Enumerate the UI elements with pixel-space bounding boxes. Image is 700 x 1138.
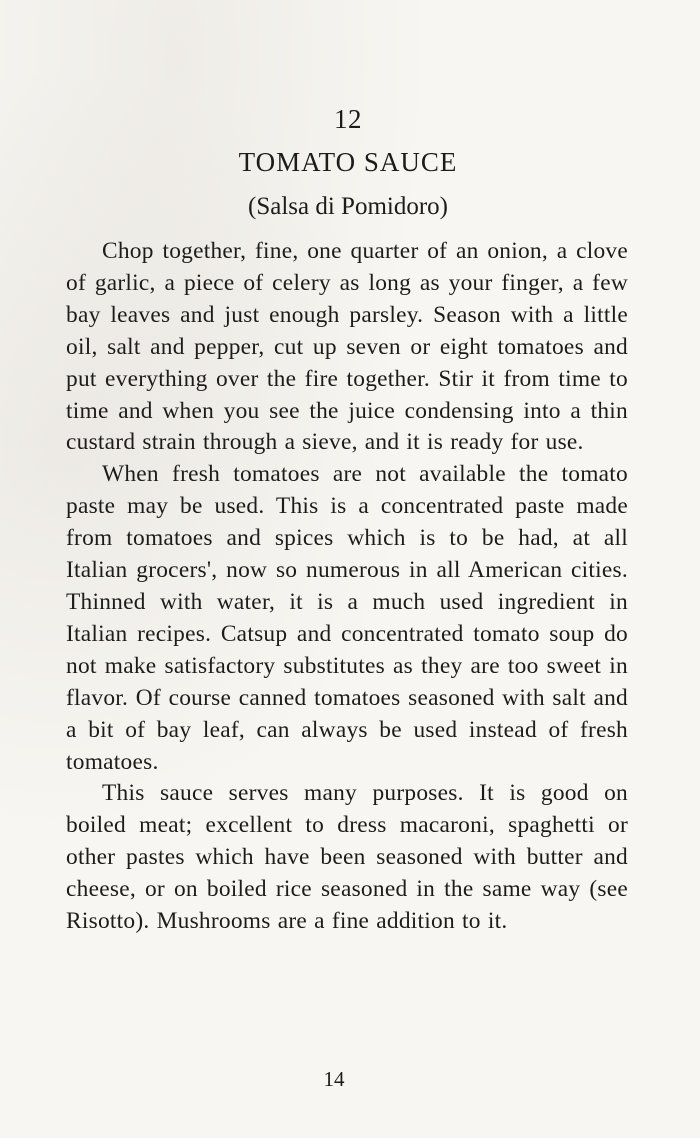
paragraph-instructions: Chop together, fine, one quarter of an onion, a clove of garlic, a piece of celery as long as your finger, a few bay leaves and just enough parsley. Season with a little oil, salt and pepper, cut up seven or eight tomatoes and put everything over the fire together. Stir it from time to time and when you see the juice condensing into a thin custard strain through a sieve, and it is ready for use. [66,238,628,456]
paragraph-tomato-paste: When fresh tomatoes are not available the tomato paste may be used. This is a concentrated paste made from tomatoes and spices which is to be had, at all Italian grocers', now so numerous in all American cities. Thinned with water, it is a much used ingredient in Italian recipes. Catsup and concentrated tomato soup do not make satisfactory substitutes as they are too sweet in flavor. Of course canned tomatoes seasoned with salt and a bit of bay leaf, can always be used instead of fresh tomatoes. [66,461,628,775]
recipe-subtitle: (Salsa di Pomidoro) [248,193,448,220]
recipe-title: TOMATO SAUCE [238,147,458,177]
recipe-number: 12 [334,104,362,134]
page-number: 14 [323,1067,345,1091]
recipe-body [66,236,628,938]
paragraph-uses: This sauce serves many purposes. It is good on boiled meat; excellent to dress macaroni, spaghetti or other pastes which have been seasoned with butter and cheese, or on boiled rice seasoned in the same way (see Risotto). Mushrooms are a fine addition to it. [66,780,628,935]
